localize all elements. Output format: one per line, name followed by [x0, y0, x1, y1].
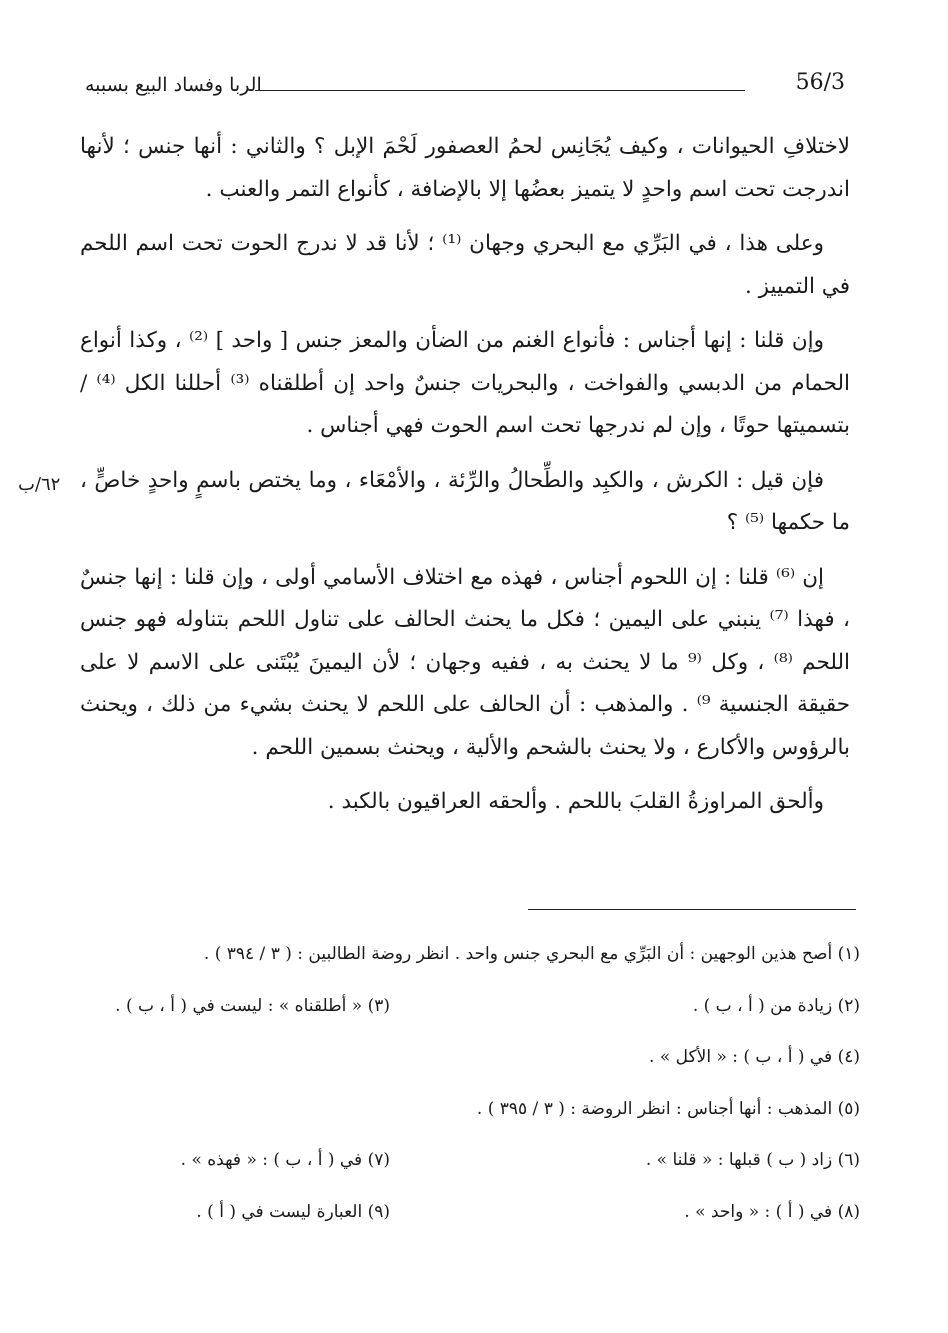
footnote: (٨) في ( أ ) : « واحد » .	[684, 1201, 860, 1222]
footnote: (٩) العبارة ليست في ( أ ) .	[196, 1201, 390, 1222]
footnote-row	[70, 1150, 860, 1202]
footnote: (٣) « أطلقناه » : ليست في ( أ ، ب ) .	[115, 995, 390, 1016]
margin-folio-note: ٦٢/ب	[18, 474, 61, 495]
paragraph: وألحق المراوزةُ القلبَ باللحم . وألحقه العراقيون بالكبد .	[327, 789, 824, 814]
paragraph: فإن قيل : الكرش ، والكبِد والطِّحالُ والرِّئة ، والأمْعَاء ، وما يختص باسمٍ واحدٍ خاصٍّ ، ما حكمها ⁽⁵⁾ ؟	[80, 467, 850, 535]
footnote: (٢) زيادة من ( أ ، ب ) .	[692, 995, 860, 1016]
footnote-row	[70, 1202, 860, 1254]
footnote: (٧) في ( أ ، ب ) : « فهذه » .	[180, 1150, 390, 1170]
paragraph: وعلى هذا ، في البَرِّي مع البحري وجهان ⁽¹⁾ ؛ لأنا قد لا ندرج الحوت تحت اسم اللحم في التمييز .	[80, 231, 850, 299]
header-rule	[255, 90, 745, 91]
paragraph: لاختلافِ الحيوانات ، وكيف يُجَانِس لحمُ العصفور لَحْمَ الإبل ؟ والثاني : أنها جنس ؛ لأنها اندرجت تحت اسم واحدٍ لا يتميز بعضُها إلا بالإضافة ، كأنواع التمر والعنب .	[80, 134, 850, 202]
footnote-separator	[528, 909, 856, 910]
page-number: 56/3	[795, 70, 845, 95]
paragraph: وإن قلنا : إنها أجناس : فأنواع الغنم من الضأن والمعز جنس [ واحد ] ⁽²⁾ ، وكذا أنواع الحمام من الدبسي والفواخت ، والبحريات جنسٌ واحد إن أطلقناه ⁽³⁾ أحللنا الكل ⁽⁴⁾ / بتسميتها حوتًا ، وإن لم ندرجها تحت اسم الحوت فهي أجناس .	[80, 328, 851, 438]
footnotes	[70, 944, 860, 1253]
footnote: (١) أصح هذين الوجهين : أن البَرِّي مع البحري جنس واحد . انظر روضة الطالبين : ( ٣ / ٣٩٤ ) .	[203, 944, 860, 964]
page-header	[85, 70, 845, 106]
paragraph: إن ⁽⁶⁾ قلنا : إن اللحوم أجناس ، فهذه مع اختلاف الأسامي أولى ، وإن قلنا : إنها جنسٌ ، فهذا ⁽⁷⁾ ينبني على اليمين ؛ فكل ما يحنث الحالف على تناول اللحم بتناوله فهو جنس اللحم ⁽⁸⁾ ، وكل ⁽⁹ ما لا يحنث به ، ففيه وجهان ؛ لأن اليمينَ يُبْتَنى على الاسم لا على حقيقة الجنسية ⁹⁾ . والمذهب : أن الحالف على اللحم لا يحنث بشيء من ذلك ، ويحنث بالرؤوس والأكارع ، ولا يحنث بالشحم والألية ، ويحنث بسمين اللحم .	[80, 564, 851, 760]
footnote-row	[70, 1047, 860, 1099]
footnote-row	[70, 1099, 860, 1151]
footnote-row	[70, 996, 860, 1048]
footnote-row	[70, 944, 860, 996]
footnote: (٦) زاد ( ب ) قبلها : « قلنا » .	[645, 1150, 860, 1170]
main-text	[80, 126, 850, 836]
footnote: (٤) في ( أ ، ب ) : « الأكل » .	[649, 1047, 860, 1067]
footnote: (٥) المذهب : أنها أجناس : انظر الروضة : ( ٣ / ٣٩٥ ) .	[476, 1098, 860, 1119]
running-title: الربا وفساد البيع بسببه	[85, 74, 262, 96]
